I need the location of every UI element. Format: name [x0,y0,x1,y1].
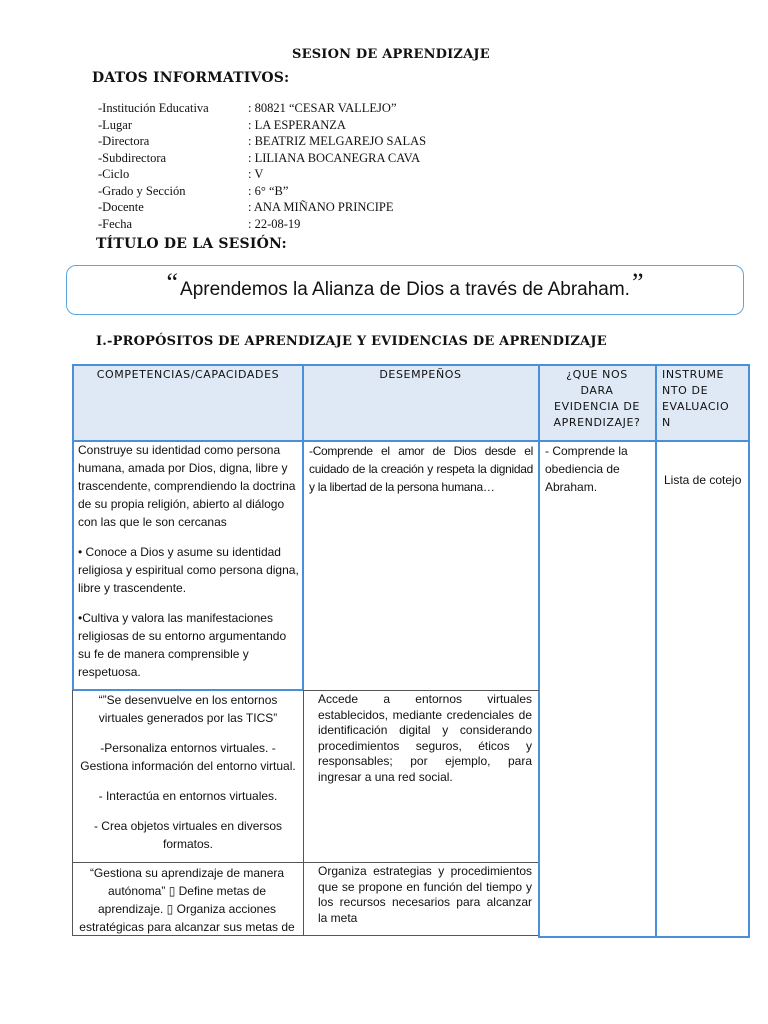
header-instrumento-line: NTO DE [662,384,709,397]
competencia-text: “”Se desenvuelve en los entornos virtuales generados por las TICS” [98,693,278,725]
row1-bottom-left [72,689,304,691]
info-row-fecha [98,216,301,232]
header-instrumento-line: EVALUACIO [662,400,730,413]
info-label: -Directora [98,134,150,148]
info-row-ciclo [98,166,264,182]
header-evidencia-line: APRENDIZAJE? [553,416,641,429]
info-value: : 22-08-19 [248,216,301,231]
header-evidencia-line: DARA [580,384,614,397]
info-value: : ANA MIÑANO PRINCIPE [248,200,394,214]
table-divider-1 [302,364,304,690]
competencia-text: •Cultiva y valora las manifestaciones religiosas de su entorno argumentando su fe de manera comprensible y respetuosa. [78,611,287,679]
table-border-header-bottom [72,440,750,442]
info-label: -Institución Educativa [98,101,209,115]
close-quote: ” [631,268,644,297]
table-divider-2 [538,364,540,938]
competencia-text: -Personaliza entornos virtuales. - Gestiona información del entorno virtual. [80,741,296,773]
row2-competencias [76,691,300,865]
info-value: : 6° “B” [248,183,289,198]
competencia-text: - Crea objetos virtuales en diversos formatos. [93,819,283,851]
header-instrumento-line: N [662,416,671,429]
info-label: -Grado y Sección [98,183,186,198]
inner-divider [303,690,304,936]
info-value: : V [248,167,264,181]
info-value: : BEATRIZ MELGAREJO SALAS [248,134,427,148]
purposes-heading: I.-PROPÓSITOS DE APRENDIZAJE Y EVIDENCIAS DE APRENDIZAJE [96,334,607,349]
row3-desempenos: Organiza estrategias y procedimientos que se propone en función del tiempo y los recursos necesarios para alcanzar la meta [318,864,532,925]
info-label: -Subdirectora [98,150,167,165]
info-row-directora [98,133,427,149]
table-border-top [72,364,750,366]
info-label: -Ciclo [98,167,130,181]
competencia-text: • Conoce a Dios y asume su identidad religiosa y espiritual como persona digna, libre y trascendente. [78,545,299,595]
inner-row3-top [72,862,538,863]
info-row-docente [98,199,394,215]
table-border-left [72,364,74,690]
info-row-institucion [98,100,397,116]
info-label: -Lugar [98,117,133,132]
header-evidencia-line: EVIDENCIA DE [554,400,640,413]
header-instrumento [656,365,749,440]
document-title: SESION DE APRENDIZAJE [292,47,490,62]
info-row-subdirectora [98,150,421,166]
header-instrumento-line: INSTRUME [662,368,725,381]
info-label: -Fecha [98,216,133,231]
row1-evidencia: - Comprende la obediencia de Abraham. [545,444,628,494]
competencia-text: Construye su identidad como persona humana, amada por Dios, digna, libre y trascendente, comprendiendo la doctrina de su propia religión, abierto al diálogo con las que le son cercanas [78,443,296,529]
inner-bottom [72,935,538,936]
row1-instrumento: Lista de cotejo [664,473,742,487]
datos-informativos-heading: DATOS INFORMATIVOS: [92,70,290,86]
table-border-bottom-right [538,936,750,938]
session-title-box [66,265,744,315]
info-row-grado [98,183,289,199]
info-value: : LILIANA BOCANEGRA CAVA [248,150,421,165]
inner-border-left [72,690,73,936]
header-evidencia-line: ¿QUE NOS [566,368,628,381]
open-quote: “ [166,268,179,297]
table-divider-3 [655,364,657,938]
table-border-right [748,364,750,938]
row2-desempenos: Accede a entornos virtuales establecidos, mediante credenciales de identificación digital y considerando procedimientos seguros, éticos y responsables; por ejemplo, para ingresar a una red social. [318,692,532,784]
info-value: : LA ESPERANZA [248,117,346,132]
info-value: : 80821 “CESAR VALLEJO” [248,101,397,115]
row1-competencias [78,441,300,693]
info-row-lugar [98,117,346,133]
info-label: -Docente [98,200,144,214]
header-competencias: COMPETENCIAS/CAPACIDADES [73,365,303,440]
row3-competencias: “Gestiona su aprendizaje de manera autónoma” ▯ Define metas de aprendizaje. ▯ Organiza acciones estratégicas para alcanzar sus metas de [79,866,295,934]
titulo-sesion-heading: TÍTULO DE LA SESIÓN: [96,236,287,252]
session-title: Aprendemos la Alianza de Dios a través de Abraham. [180,279,630,300]
header-desempenos: DESEMPEÑOS [303,365,538,440]
inner-row2-top [303,690,539,691]
competencia-text: - Interactúa en entornos virtuales. [98,789,278,803]
row1-desempenos: -Comprende el amor de Dios desde el cuidado de la creación y respeta la dignidad y la libertad de la persona humana… [309,444,533,494]
header-evidencia [538,365,656,440]
